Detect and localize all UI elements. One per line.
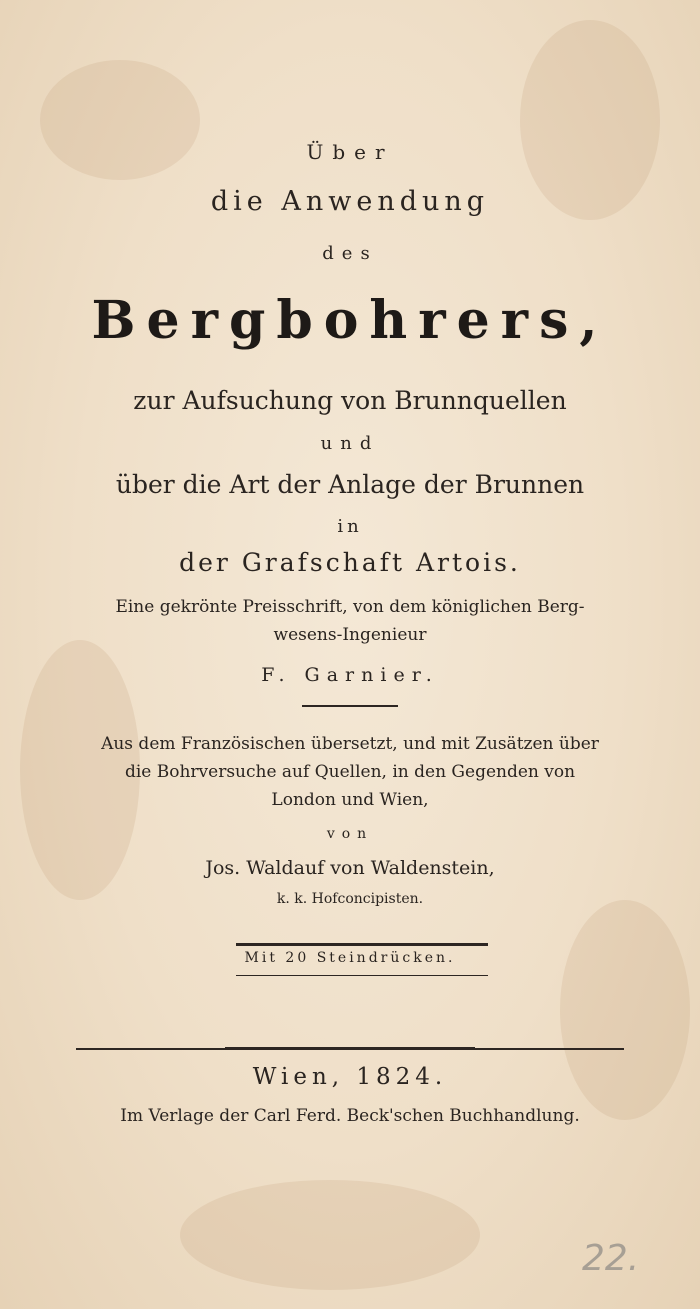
subtitle-zur: zur Aufsuchung von Brunnquellen <box>133 386 567 415</box>
imprint-publisher: Im Verlage der Carl Ferd. Beck'schen Buchhandlung. <box>120 1106 580 1126</box>
paper-stain <box>180 1180 480 1290</box>
description-line-2: wesens-Ingenieur <box>273 625 427 645</box>
subtitle-ueber-art: über die Art der Anlage der Brunnen <box>115 470 585 499</box>
divider-short <box>302 705 398 707</box>
translation-line-3: London und Wien, <box>271 790 429 810</box>
description-line-1: Eine gekrönte Preisschrift, von dem königlichen Berg- <box>115 597 585 617</box>
title-anwendung: die Anwendung <box>210 186 490 217</box>
pencil-mark: 22. <box>582 1238 640 1279</box>
divider-plates-bottom <box>236 975 488 976</box>
translation-line-2: die Bohrversuche auf Quellen, in den Gegenden von <box>124 762 576 782</box>
title-ueber: Über <box>306 140 394 164</box>
divider-plates-top <box>236 943 488 946</box>
title-main: Bergbohrers, <box>91 290 609 351</box>
divider-imprint-center <box>225 1047 475 1050</box>
author-name: F. Garnier. <box>261 664 439 686</box>
translation-line-1: Aus dem Französischen übersetzt, und mit Zusätzen über <box>101 734 599 754</box>
subtitle-in: in <box>337 516 363 537</box>
title-des: des <box>322 243 378 264</box>
subtitle-grafschaft: der Grafschaft Artois. <box>179 548 521 577</box>
translation-von: von <box>326 826 374 842</box>
translator-name: Jos. Waldauf von Waldenstein, <box>205 857 495 879</box>
plates-note: Mit 20 Steindrücken. <box>244 950 456 966</box>
imprint-place-year: Wien, 1824. <box>252 1064 448 1090</box>
translator-title: k. k. Hofconcipisten. <box>276 891 424 907</box>
subtitle-und: und <box>320 433 380 454</box>
